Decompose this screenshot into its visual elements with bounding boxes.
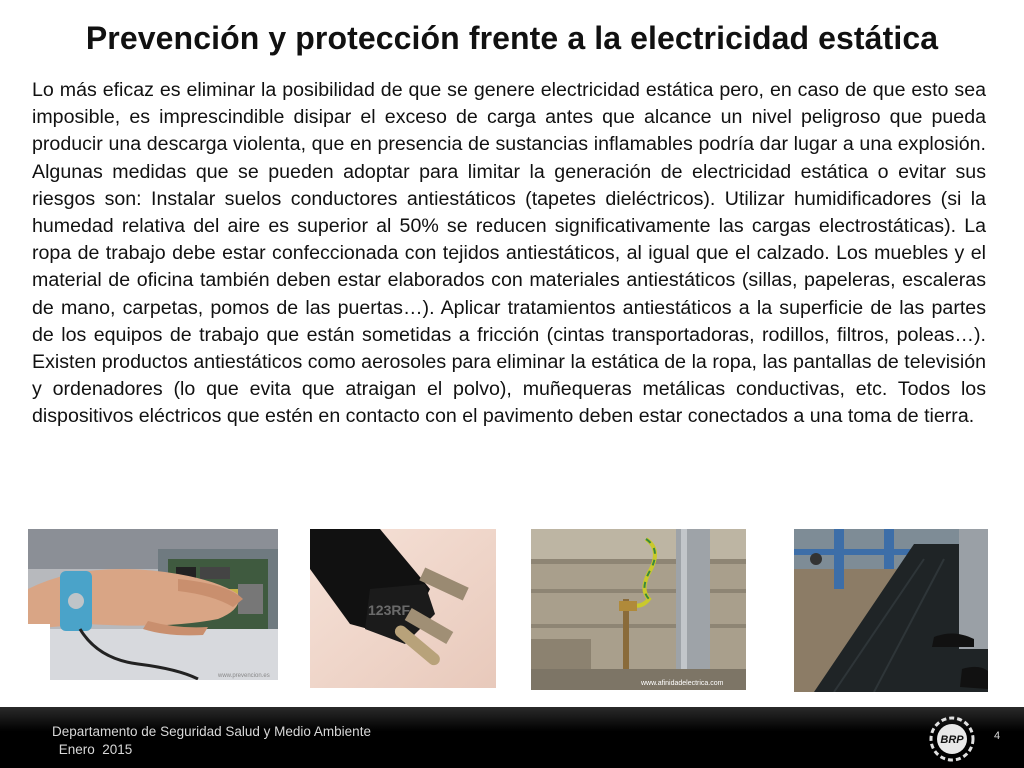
footer-date: Enero 2015 — [55, 742, 133, 757]
floor-mat-photo — [794, 529, 988, 692]
footer-bar — [0, 707, 1024, 768]
page-number: 4 — [994, 730, 1001, 742]
body-paragraph: Lo más eficaz es eliminar la posibilidad de que se genere electricidad estática pero, en caso de que esto sea imposible, es imprescindible disipar el exceso de carga antes que alcance un nivel peligroso que pueda producir una descarga violenta, que en presencia de sustancias inflamables podría dar lugar a una explosión. Algunas medidas que se pueden adoptar para limitar la generación de electricidad estática o evitar sus riesgos son: Instalar suelos conductores antiestáticos (tapetes dieléctricos). Utilizar humidificadores (si la humedad relativa del aire es superior al 50% se reducen significativamente las cargas electrostáticas). La ropa de trabajo debe estar confeccionada con tejidos antiestáticos, al igual que el calzado. Los muebles y el material de oficina también deben estar elaborados con materiales antiestáticos (sillas, papeleras, escaleras de mano, carpetas, pomos de las puertas…). Aplicar tratamientos antiestáticos a la superficie de las partes de los equipos de trabajo que están sometidas a fricción (cintas transportadoras, rodillos, filtros, poleas…). Existen productos antiestáticos como aerosoles para eliminar la estática de la ropa, las pantallas de televisión y ordenadores (lo que evita que atraigan el polvo), muñequeras metálicas conductivas, etc. Todos los dispositivos eléctricos que estén en contacto con el pavimento deben estar conectados a una toma de tierra. — [32, 79, 986, 428]
svg-text:www.prevencion.es: www.prevencion.es — [218, 673, 270, 679]
ground-rod-photo — [531, 529, 746, 690]
ground-rod-watermark: www.afinidadelectrica.com — [641, 680, 724, 687]
wrist-strap-photo — [28, 529, 278, 680]
slide-title: Prevención y protección frente a la electricidad estática — [85, 20, 939, 56]
plug-photo — [310, 529, 496, 688]
footer-department: Departamento de Seguridad Salud y Medio Ambiente — [52, 724, 371, 739]
brp-logo — [929, 716, 975, 762]
brp-logo-text: BRP — [940, 734, 964, 746]
plug-watermark: 123RF — [368, 602, 411, 618]
